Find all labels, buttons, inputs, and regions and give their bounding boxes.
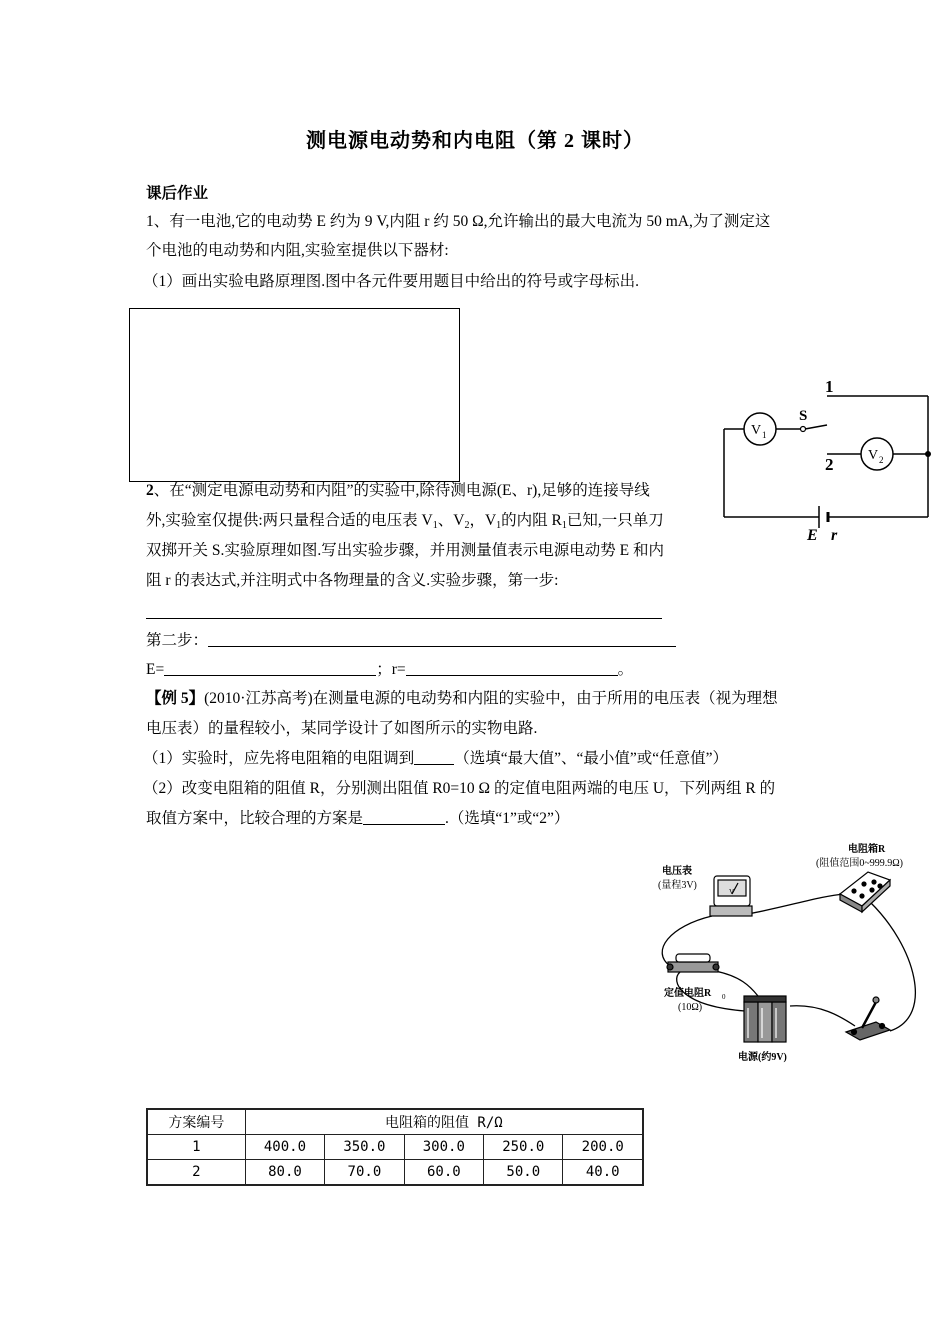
circuit-drawing-box[interactable] [129, 308, 460, 482]
q2-line2 [146, 511, 664, 536]
section-heading: 课后作业 [146, 185, 209, 202]
switch-pivot [801, 427, 806, 432]
voltmeter-label: 电压表 [662, 866, 692, 877]
contact-1-label: 1 [825, 377, 834, 396]
row2-id: 2 [147, 1160, 245, 1186]
ex5-q2-line1: （2）改变电阻箱的阻值 R，分别测出阻值 R0=10 Ω 的定值电阻两端的电压 U，下列两组 R 的 [143, 780, 776, 797]
table-header-row [147, 1109, 643, 1135]
step2-answer-line[interactable] [208, 631, 676, 647]
ex5-tag: 【例 5】 [146, 690, 205, 707]
q2-sub-1c: 1 [561, 520, 567, 531]
q2-sub-2: 2 [464, 520, 470, 531]
q2-sub-1b: 1 [496, 520, 502, 531]
r-label: r= [391, 661, 406, 678]
row2-value: 40.0 [563, 1160, 643, 1186]
row2-value: 70.0 [325, 1160, 404, 1186]
separator: ； [376, 661, 392, 678]
fixed-resistor-sub: 0 [722, 993, 726, 1001]
row1-value: 350.0 [325, 1135, 404, 1160]
switch-blade [805, 425, 827, 429]
fixed-resistor-device [667, 954, 719, 972]
v2-subscript: 2 [879, 455, 884, 465]
resistance-plan-table [146, 1108, 644, 1186]
fixed-resistor-value: (10Ω) [678, 1002, 703, 1013]
q2-line2-part-c: ，V [469, 512, 497, 529]
resistance-box-device [840, 872, 890, 912]
r-answer-line[interactable] [406, 660, 618, 676]
contact-2-label: 2 [825, 455, 834, 474]
apparatus-illustration [640, 836, 940, 1072]
resbox-range: (阻值范围0~999.9Ω) [816, 858, 904, 869]
step1-answer-line[interactable] [146, 618, 662, 619]
row1-value: 250.0 [484, 1135, 563, 1160]
fixed-resistor-label: 定值电阻R [664, 988, 712, 999]
q2-sub-1: 1 [432, 520, 438, 531]
q1-line1: 1、有一电池,它的电动势 E 约为 9 V,内阻 r 约 50 Ω,允许输出的最大电流为 50 mA,为了测定这 [146, 213, 771, 230]
battery-device [744, 996, 786, 1042]
v1-letter: V [751, 423, 762, 438]
row1-value: 400.0 [245, 1135, 324, 1160]
row2-value: 60.0 [404, 1160, 483, 1186]
step2-row [146, 631, 676, 651]
knife-switch-device [846, 997, 890, 1040]
period: 。 [617, 661, 634, 678]
q1-line3: （1）画出实验电路原理图.图中各元件要用题目中给出的符号或字母标出. [143, 273, 640, 290]
voltmeter-device [710, 876, 752, 916]
q2-text-1: 、在“测定电源电动势和内阻”的实验中,除待测电源(E、r),足够的连接导线 [153, 482, 650, 499]
step2-label: 第二步： [146, 632, 209, 649]
internal-r-label: r [831, 527, 838, 544]
ex5-q2-blank[interactable] [363, 809, 445, 825]
wire-source-switch [790, 1006, 855, 1026]
q2-line2-part-a: 外,实验室仅提供:两只量程合适的电压表 V [146, 512, 433, 529]
switch-label: S [799, 408, 808, 424]
e-label: E= [146, 661, 165, 678]
voltmeter-range: (量程3V) [658, 880, 697, 891]
formula-row [146, 660, 633, 680]
wire-voltmeter-resbox [748, 894, 845, 914]
junction-dot [925, 451, 931, 457]
ex5-line2: 电压表）的量程较小，某同学设计了如图所示的实物电路. [146, 720, 538, 737]
q1-line2: 个电池的电动势和内阻,实验室提供以下器材: [146, 242, 449, 259]
row1-id: 1 [147, 1135, 245, 1160]
ex5-q1-text: （1）实验时，应先将电阻箱的电阻调到 [143, 750, 415, 767]
table-header-resistance: 电阻箱的阻值 R/Ω [245, 1109, 643, 1135]
q2-line2-part-e: 已知,一只单刀 [566, 512, 664, 529]
emf-label: E [807, 527, 818, 544]
ex5-q1-blank[interactable] [414, 749, 454, 765]
row1-value: 200.0 [563, 1135, 643, 1160]
q2-line2-part-d: 的内阻 R [501, 512, 562, 529]
ex5-q1 [143, 749, 728, 769]
table-header-plan: 方案编号 [147, 1109, 245, 1135]
q2-number: 2 [146, 482, 154, 499]
row2-value: 80.0 [245, 1160, 324, 1186]
ex5-q1-options: （选填“最大值”、“最小值”或“任意值”） [454, 750, 729, 767]
ex5-q2-text: 取值方案中，比较合理的方案是 [146, 810, 364, 827]
q2-line1 [146, 481, 650, 501]
row1-value: 300.0 [404, 1135, 483, 1160]
e-answer-line[interactable] [164, 660, 376, 676]
row2-value: 50.0 [484, 1160, 563, 1186]
table-row [147, 1135, 643, 1160]
table-row [147, 1160, 643, 1186]
wire-resbox-switch [870, 902, 915, 1031]
q2-line4: 阻 r 的表达式,并注明式中各物理量的含义.实验步骤，第一步: [146, 572, 559, 589]
q2-line3: 双掷开关 S.实验原理如图.写出实验步骤，并用测量值表示电源电动势 E 和内 [146, 542, 664, 559]
ex5-line1 [146, 689, 778, 709]
ex5-text-1: (2010·江苏高考)在测量电源的电动势和内阻的实验中，由于所用的电压表（视为理想 [204, 690, 778, 707]
circuit-diagram [715, 372, 935, 544]
q2-line2-part-b: 、V [437, 512, 465, 529]
source-label: 电源(约9V) [738, 1052, 787, 1063]
ex5-q2-options: .（选填“1”或“2”） [445, 810, 570, 827]
resbox-label: 电阻箱R [848, 844, 886, 855]
v1-subscript: 1 [762, 430, 767, 440]
v2-letter: V [868, 448, 879, 463]
page-title: 测电源电动势和内电阻（第 2 课时） [306, 130, 644, 152]
meter-letter: V [729, 888, 735, 896]
ex5-q2-line2 [146, 809, 569, 829]
